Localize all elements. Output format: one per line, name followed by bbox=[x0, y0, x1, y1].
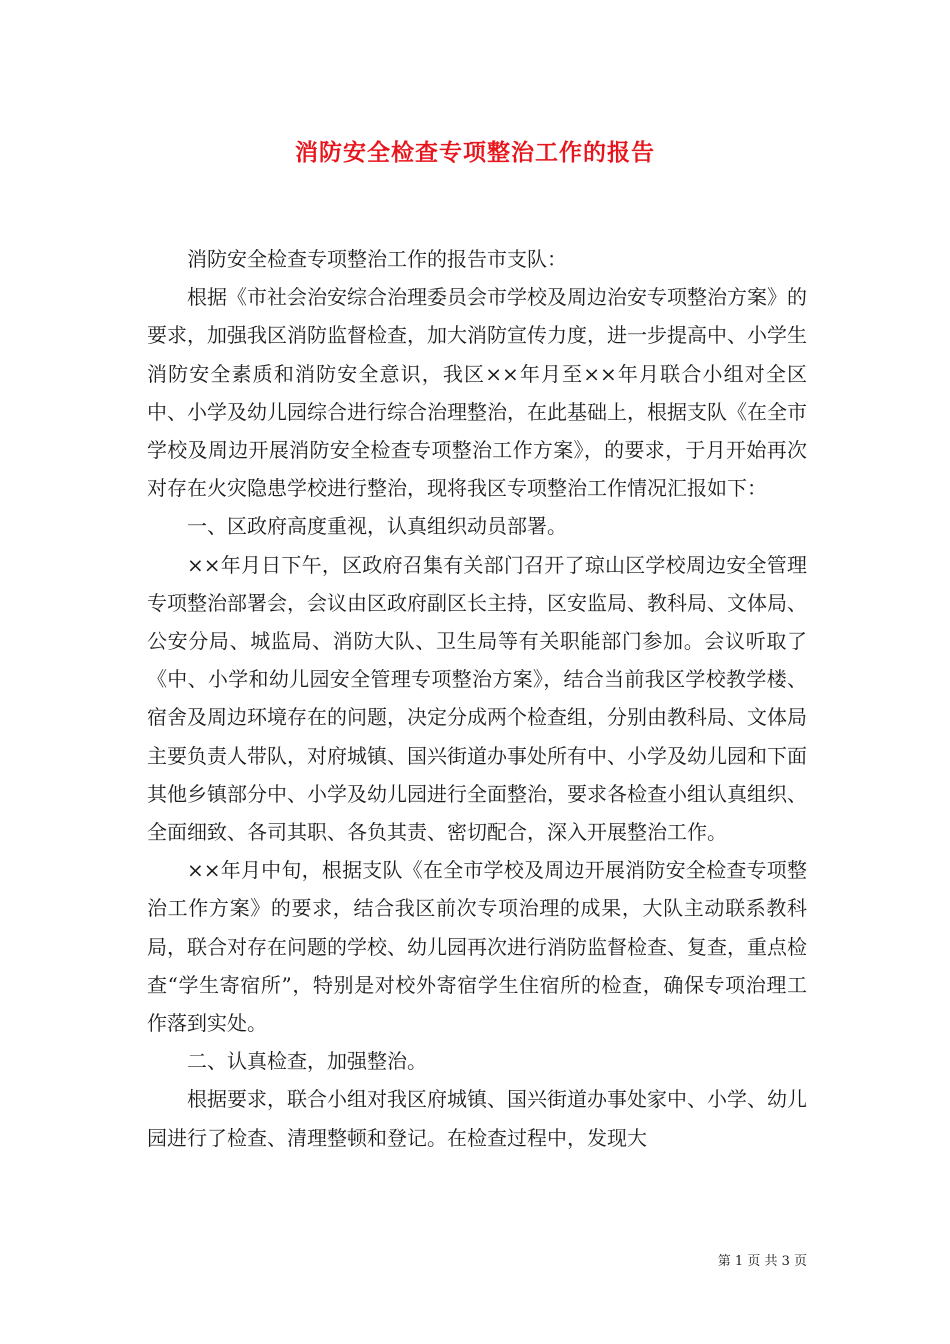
section-heading-1: 一、区政府高度重视，认真组织动员部署。 bbox=[187, 514, 567, 539]
document-title: 消防安全检查专项整治工作的报告 bbox=[295, 139, 655, 166]
paragraph-section-1b: ××年月中旬，根据支队《在全市学校及周边开展消防安全检查专项整治工作方案》的要求，结合我区前次专项治理的成果，大队主动联系教科局，联合对存在问题的学校、幼儿园再次进行消防监督检查、复查，重点检查“学生寄宿所”，特别是对校外寄宿学生住宿所的检查，确保专项治理工作落到实处。 bbox=[147, 858, 807, 1036]
paragraph-intro: 根据《市社会治安综合治理委员会市学校及周边治安专项整治方案》的要求，加强我区消防监督检查，加大消防宣传力度，进一步提高中、小学生消防安全素质和消防安全意识，我区××年月至××年月联合小组对全区中、小学及幼儿园综合进行综合治理整治，在此基础上，根据支队《在全市学校及周边开展消防安全检查专项整治工作方案》，的要求，于月开始再次对存在火灾隐患学校进行整治，现将我区专项整治工作情况汇报如下： bbox=[147, 285, 807, 501]
paragraph-salutation: 消防安全检查专项整治工作的报告市支队： bbox=[187, 247, 567, 271]
paragraph-section-1a: ××年月日下午，区政府召集有关部门召开了琼山区学校周边安全管理专项整治部署会，会议由区政府副区长主持，区安监局、教科局、文体局、公安分局、城监局、消防大队、卫生局等有关职能部门参加。会议听取了《中、小学和幼儿园安全管理专项整治方案》，结合当前我区学校教学楼、宿舍及周边环境存在的问题，决定分成两个检查组，分别由教科局、文体局主要负责人带队，对府城镇、国兴街道办事处所有中、小学及幼儿园和下面其他乡镇部分中、小学及幼儿园进行全面整治，要求各检查小组认真组织、全面细致、各司其职、各负其责、密切配合，深入开展整治工作。 bbox=[147, 552, 807, 845]
paragraph-section-2a: 根据要求，联合小组对我区府城镇、国兴街道办事处家中、小学、幼儿园进行了检查、清理整顿和登记。在检查过程中，发现大 bbox=[147, 1087, 807, 1150]
section-heading-2: 二、认真检查，加强整治。 bbox=[187, 1049, 427, 1074]
page-number: 第 1 页 共 3 页 bbox=[717, 1254, 807, 1269]
document-body bbox=[147, 240, 807, 1157]
